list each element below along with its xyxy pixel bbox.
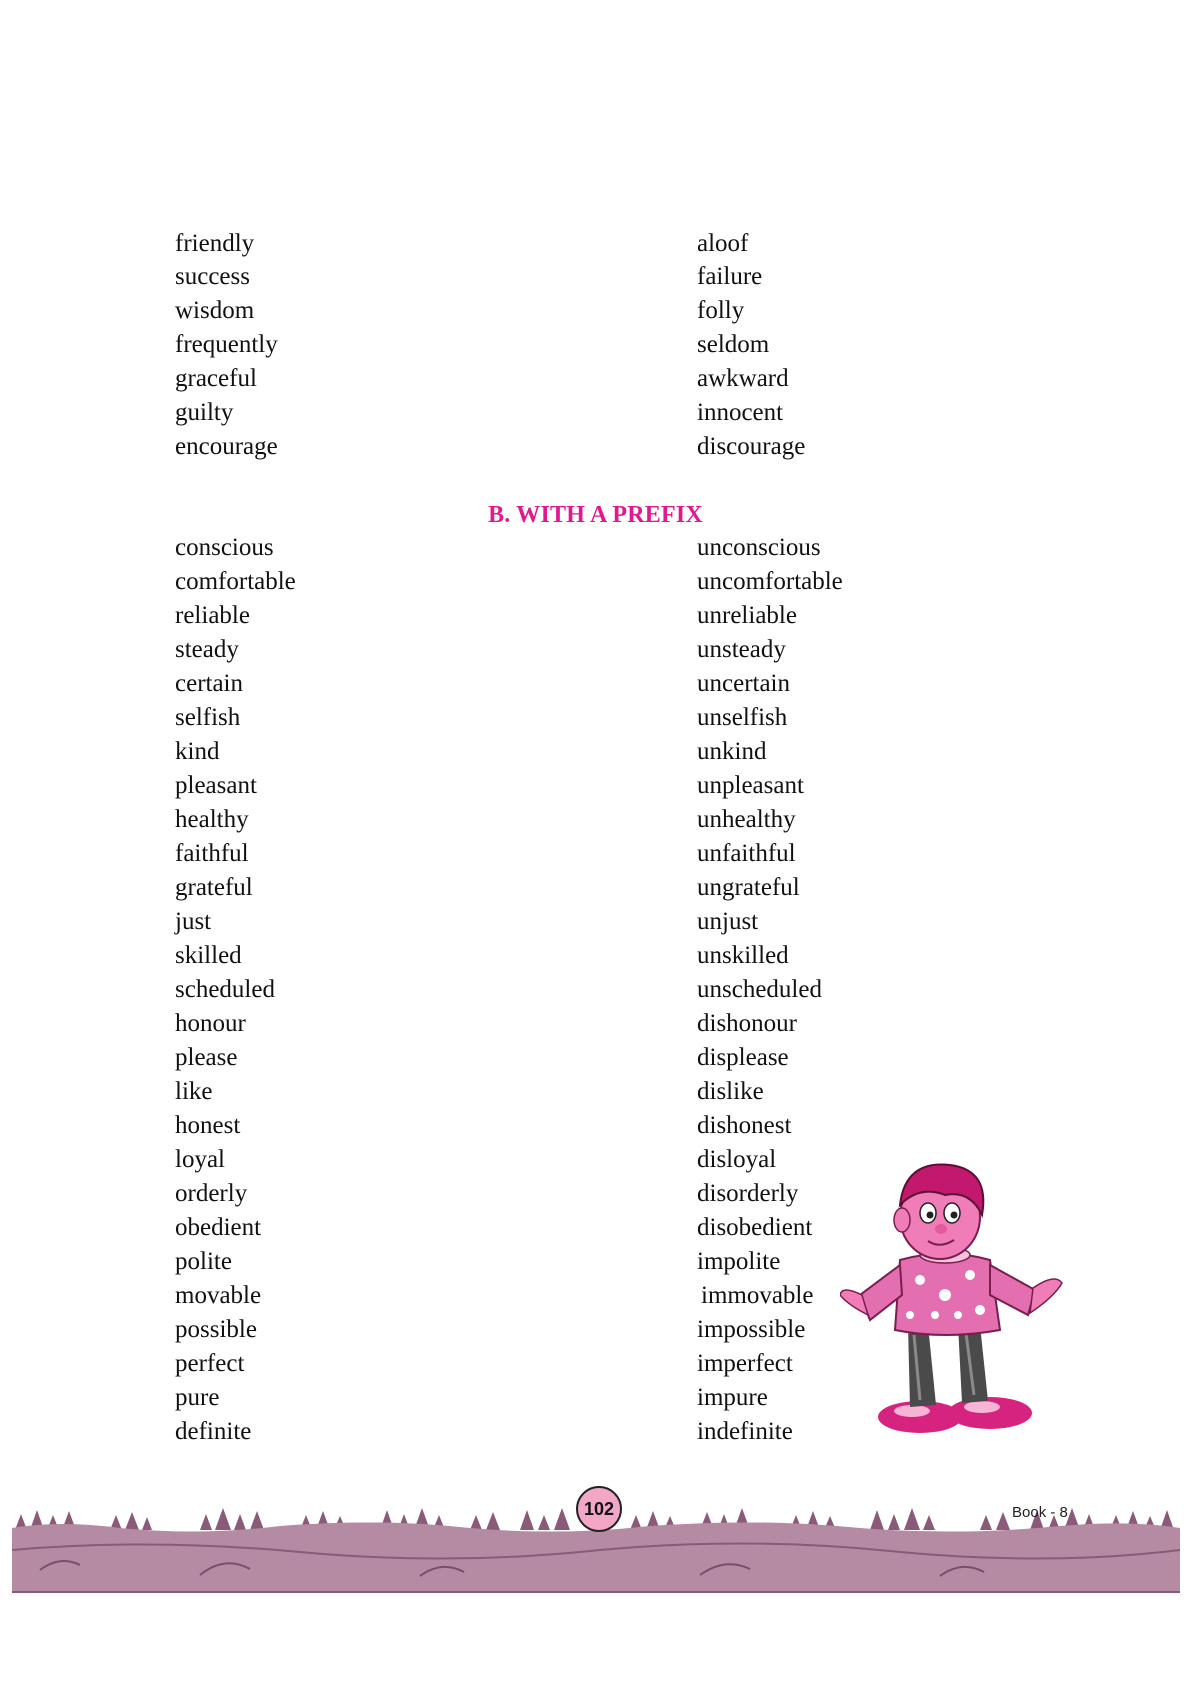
word: please <box>175 1044 238 1071</box>
opposite: innocent <box>697 399 784 426</box>
opposite: unhealthy <box>697 806 796 833</box>
opposite: dishonest <box>697 1112 792 1139</box>
page-number-badge: 102 <box>576 1486 622 1532</box>
word: steady <box>175 636 239 663</box>
book-label: Book - 8 <box>1012 1504 1068 1521</box>
list-item <box>0 701 1191 735</box>
word: kind <box>175 738 220 765</box>
opposite: disobedient <box>697 1214 813 1241</box>
opposite: unreliable <box>697 602 797 629</box>
opposite: unfaithful <box>697 840 796 867</box>
opposite: unselfish <box>697 704 788 731</box>
opposite: folly <box>697 297 745 324</box>
list-item <box>0 1075 1191 1109</box>
opposite: discourage <box>697 433 806 460</box>
word: just <box>175 908 212 935</box>
word: orderly <box>175 1180 248 1207</box>
word: polite <box>175 1248 232 1275</box>
opposite: immovable <box>701 1282 814 1309</box>
list-item <box>0 667 1191 701</box>
list-item <box>0 871 1191 905</box>
list-item <box>0 769 1191 803</box>
opposite: uncomfortable <box>697 568 843 595</box>
list-item <box>0 1041 1191 1075</box>
list-item <box>0 294 1191 328</box>
word: friendly <box>175 230 255 257</box>
opposite: unskilled <box>697 942 789 969</box>
list-item <box>0 1007 1191 1041</box>
list-item <box>0 1109 1191 1143</box>
opposite: unsteady <box>697 636 786 663</box>
word: conscious <box>175 534 274 561</box>
section-heading: B. WITH A PREFIX <box>488 502 703 528</box>
opposite: impure <box>697 1384 768 1411</box>
word: comfortable <box>175 568 296 595</box>
word: guilty <box>175 399 234 426</box>
list-item <box>0 973 1191 1007</box>
list-item <box>0 227 1191 261</box>
word: movable <box>175 1282 262 1309</box>
list-item <box>0 905 1191 939</box>
list-item <box>0 599 1191 633</box>
word: reliable <box>175 602 250 629</box>
word: possible <box>175 1316 257 1343</box>
word: loyal <box>175 1146 225 1173</box>
opposite: dislike <box>697 1078 764 1105</box>
word: honest <box>175 1112 241 1139</box>
list-item <box>0 803 1191 837</box>
word: frequently <box>175 331 278 358</box>
word: healthy <box>175 806 249 833</box>
opposite: failure <box>697 263 763 290</box>
word: honour <box>175 1010 246 1037</box>
list-item <box>0 837 1191 871</box>
opposite: disloyal <box>697 1146 777 1173</box>
word: selfish <box>175 704 241 731</box>
word: perfect <box>175 1350 245 1377</box>
word: graceful <box>175 365 257 392</box>
opposite: unscheduled <box>697 976 822 1003</box>
opposite: dishonour <box>697 1010 797 1037</box>
list-item <box>0 531 1191 565</box>
word: scheduled <box>175 976 275 1003</box>
word: grateful <box>175 874 253 901</box>
list-item <box>0 633 1191 667</box>
opposite: unkind <box>697 738 767 765</box>
word: certain <box>175 670 244 697</box>
word: faithful <box>175 840 249 867</box>
opposite: aloof <box>697 230 749 257</box>
word: encourage <box>175 433 278 460</box>
list-item <box>0 362 1191 396</box>
word: obedient <box>175 1214 262 1241</box>
opposite: indefinite <box>697 1418 793 1445</box>
opposite: seldom <box>697 331 770 358</box>
cartoon-boy-illustration <box>840 1155 1090 1440</box>
opposite: imperfect <box>697 1350 793 1377</box>
opposite: impolite <box>697 1248 781 1275</box>
word: like <box>175 1078 213 1105</box>
opposite: ungrateful <box>697 874 800 901</box>
opposite: awkward <box>697 365 789 392</box>
list-item <box>0 939 1191 973</box>
opposite: displease <box>697 1044 789 1071</box>
word: pleasant <box>175 772 257 799</box>
word: skilled <box>175 942 242 969</box>
list-item <box>0 735 1191 769</box>
list-item <box>0 565 1191 599</box>
word: pure <box>175 1384 220 1411</box>
word: success <box>175 263 250 290</box>
opposite: unjust <box>697 908 759 935</box>
list-item <box>0 328 1191 362</box>
list-item <box>0 260 1191 294</box>
opposite: unconscious <box>697 534 821 561</box>
word: definite <box>175 1418 252 1445</box>
list-item <box>0 396 1191 430</box>
opposite: disorderly <box>697 1180 799 1207</box>
opposite: uncertain <box>697 670 791 697</box>
opposite: impossible <box>697 1316 806 1343</box>
list-item <box>0 430 1191 464</box>
word: wisdom <box>175 297 255 324</box>
opposite: unpleasant <box>697 772 804 799</box>
